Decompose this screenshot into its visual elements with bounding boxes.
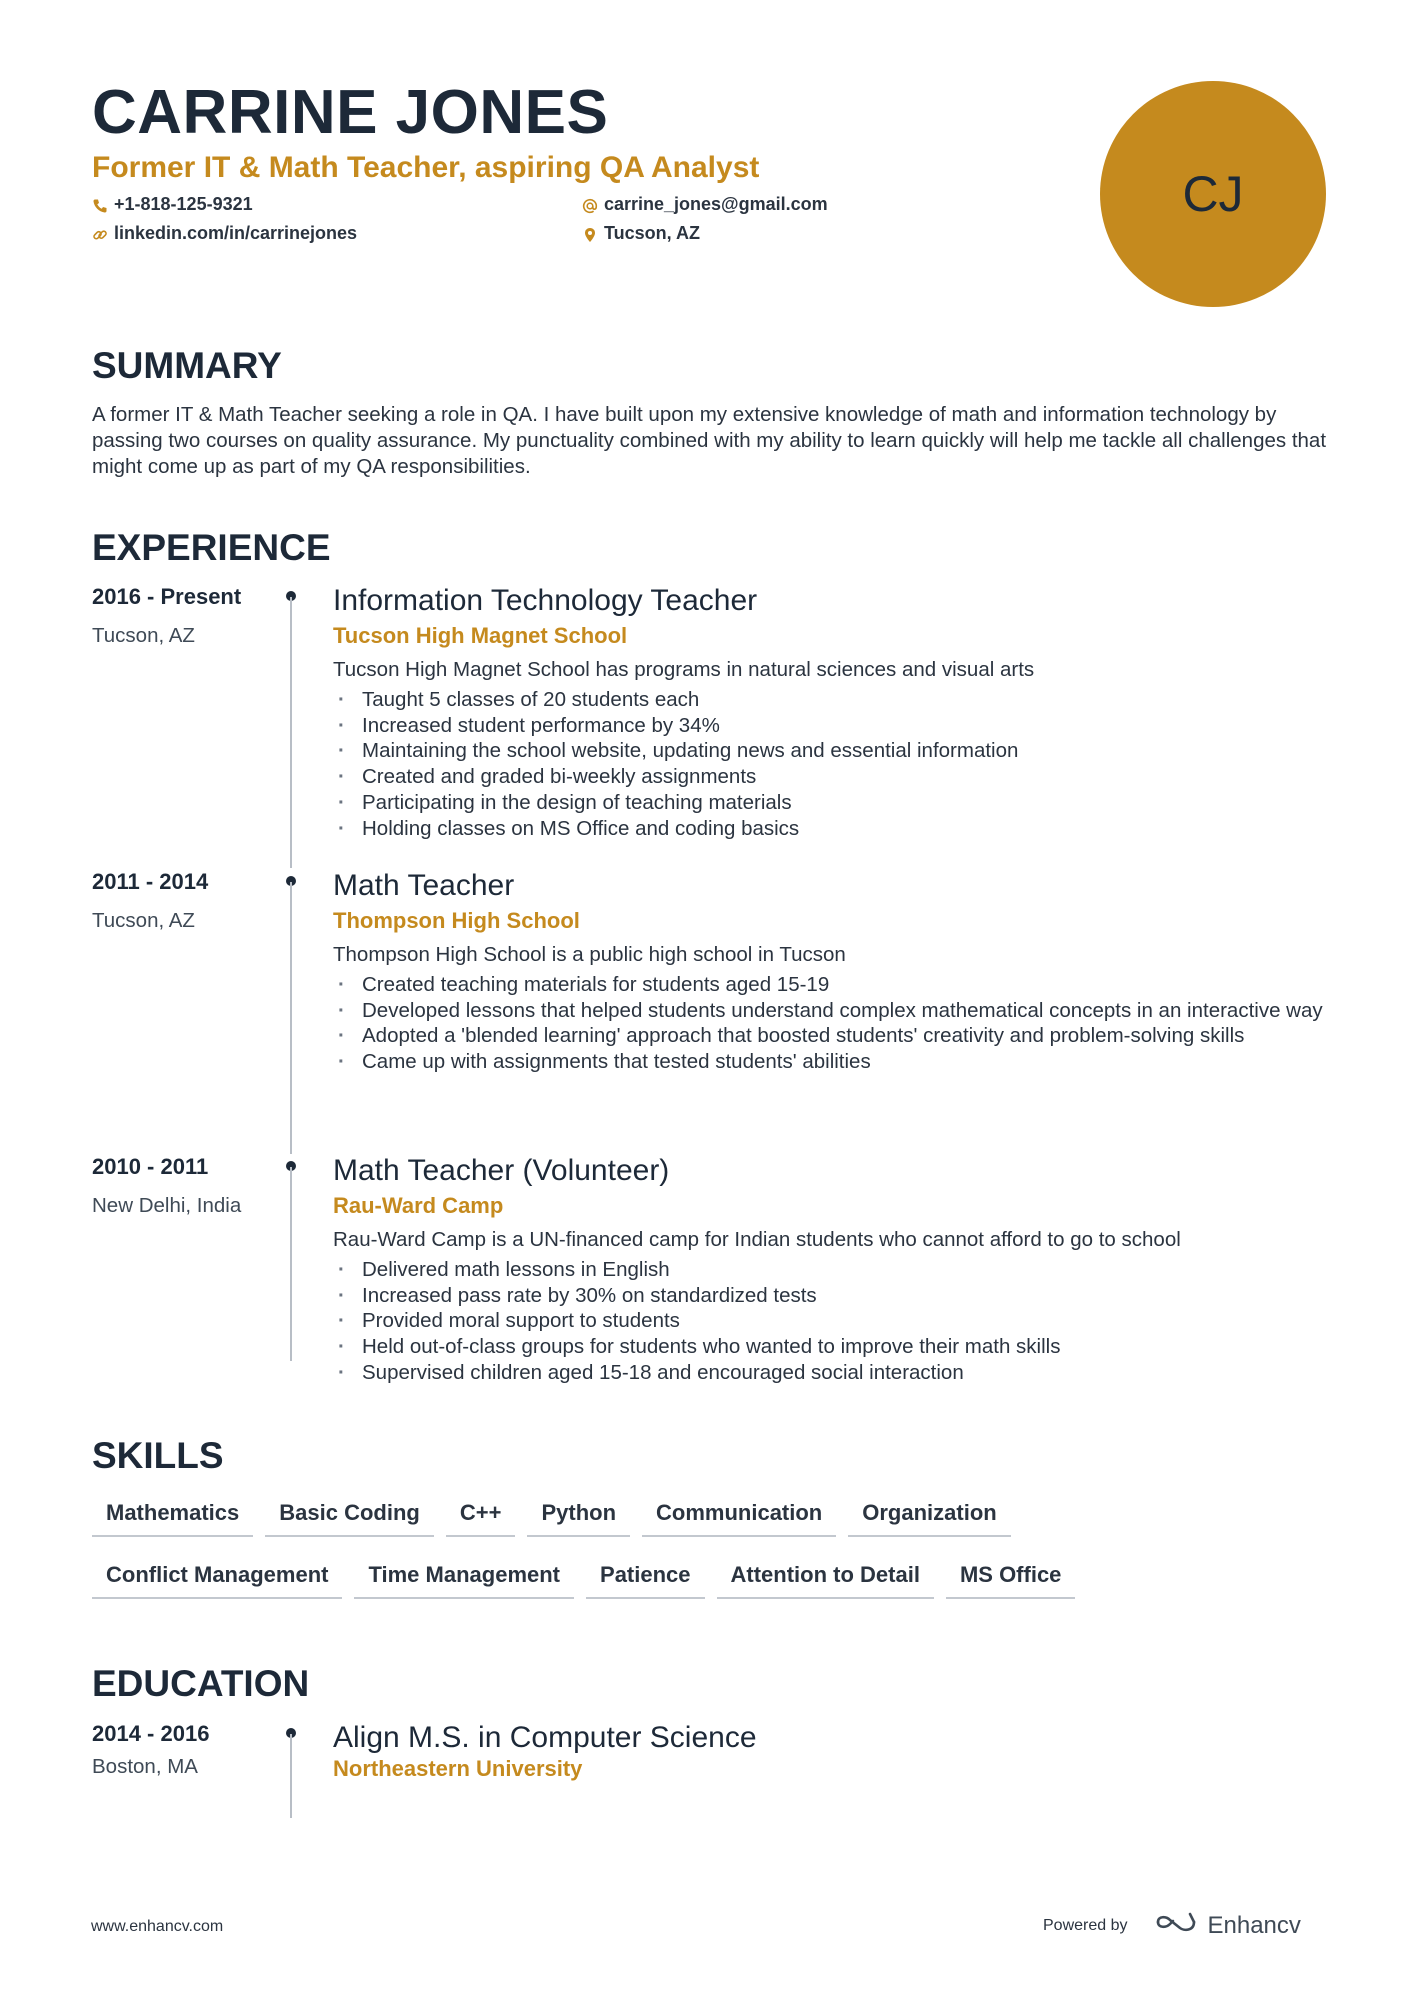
bullet-item: · Came up with assignments that tested students' abilities — [333, 1049, 1333, 1075]
bullet-item: · Maintaining the school website, updating news and essential information — [333, 738, 1333, 764]
contact-email — [582, 192, 828, 216]
entry-role: Information Technology Teacher — [333, 584, 758, 617]
skill-tag: Communication — [642, 1493, 836, 1537]
skill-tag: Conflict Management — [92, 1555, 342, 1599]
bullet-item: · Adopted a 'blended learning' approach that boosted students' creativity and problem-solving skills — [333, 1023, 1333, 1049]
entry-body — [333, 1153, 1333, 1386]
timeline-line — [290, 1734, 292, 1818]
email-text: carrine_jones@gmail.com — [604, 194, 828, 214]
at-sign-icon — [582, 196, 598, 212]
entry-bullets — [333, 687, 1333, 841]
bullet-item: · Taught 5 classes of 20 students each — [333, 687, 1333, 713]
entry-bullets — [333, 1257, 1333, 1386]
skill-tag: Organization — [848, 1493, 1010, 1537]
bullet-item: · Created teaching materials for students aged 15-19 — [333, 972, 1333, 998]
link-icon — [92, 225, 108, 241]
entry-bullets — [333, 972, 1333, 1075]
entry-body — [333, 583, 1333, 841]
brand-logo[interactable] — [1154, 1910, 1301, 1941]
skill-tag: Python — [527, 1493, 630, 1537]
bullet-item: · Developed lessons that helped students understand complex mathematical concepts in an interactive way — [333, 998, 1333, 1024]
entry-location: Tucson, AZ — [92, 624, 195, 647]
timeline-line — [290, 1167, 292, 1361]
entry-description: Tucson High Magnet School has programs in natural sciences and visual arts — [333, 658, 1035, 681]
skill-tag: Basic Coding — [265, 1493, 434, 1537]
education-school: Northeastern University — [333, 1756, 583, 1781]
brand-name: Enhancv — [1207, 1911, 1301, 1939]
education-degree: Align M.S. in Computer Science — [333, 1721, 757, 1754]
contact-linkedin — [92, 221, 357, 245]
entry-role: Math Teacher — [333, 869, 515, 902]
skills-title: SKILLS — [92, 1435, 224, 1476]
footer-website-link[interactable]: www.enhancv.com — [91, 1918, 224, 1935]
summary-title: SUMMARY — [92, 345, 282, 386]
entry-location: Boston, MA — [92, 1755, 198, 1778]
skill-tag: Patience — [586, 1555, 705, 1599]
location-pin-icon — [582, 225, 598, 241]
entry-description: Thompson High School is a public high school in Tucson — [333, 943, 846, 966]
contact-location — [582, 221, 700, 245]
skill-tag: Time Management — [354, 1555, 574, 1599]
bullet-item: · Delivered math lessons in English — [333, 1257, 1333, 1283]
entry-dates: 2010 - 2011 — [92, 1154, 209, 1179]
candidate-name: CARRINE JONES — [92, 78, 609, 147]
timeline-line — [290, 882, 292, 1154]
education-title: EDUCATION — [92, 1663, 310, 1704]
entry-location: New Delhi, India — [92, 1194, 242, 1217]
footer-branding — [1043, 1910, 1301, 1941]
infinity-logo-icon — [1154, 1910, 1200, 1941]
summary-text: A former IT & Math Teacher seeking a role in QA. I have built upon my extensive knowledge of math and information technology by passing two courses on quality assurance. My punctuality combined with my ability to learn quickly will help me tackle all challenges that might come up as part of my QA responsibilities. — [92, 403, 1327, 478]
entry-body — [333, 868, 1333, 1075]
phone-icon — [92, 196, 108, 212]
entry-body — [333, 1720, 1333, 1784]
entry-role: Math Teacher (Volunteer) — [333, 1154, 670, 1187]
linkedin-text: linkedin.com/in/carrinejones — [114, 223, 358, 243]
skill-tag: MS Office — [946, 1555, 1075, 1599]
timeline-line — [290, 597, 292, 868]
skills-row — [92, 1555, 1075, 1599]
entry-dates: 2016 - Present — [92, 584, 242, 609]
powered-by-label: Powered by — [1043, 1916, 1128, 1934]
bullet-item: · Created and graded bi-weekly assignments — [333, 764, 1333, 790]
entry-company: Tucson High Magnet School — [333, 623, 628, 648]
entry-dates: 2011 - 2014 — [92, 869, 209, 894]
entry-company: Rau-Ward Camp — [333, 1193, 504, 1218]
skill-tag: C++ — [446, 1493, 516, 1537]
entry-dates: 2014 - 2016 — [92, 1721, 210, 1746]
location-text: Tucson, AZ — [604, 223, 700, 243]
bullet-item: · Participating in the design of teaching materials — [333, 790, 1333, 816]
entry-location: Tucson, AZ — [92, 909, 195, 932]
skill-tag: Attention to Detail — [717, 1555, 934, 1599]
entry-description: Rau-Ward Camp is a UN-financed camp for Indian students who cannot afford to go to school — [333, 1228, 1181, 1251]
bullet-item: · Holding classes on MS Office and coding basics — [333, 816, 1333, 842]
contact-phone — [92, 192, 253, 216]
avatar-initials: CJ — [1182, 166, 1244, 222]
skill-tag: Mathematics — [92, 1493, 253, 1537]
bullet-item: · Increased pass rate by 30% on standardized tests — [333, 1283, 1333, 1309]
experience-title: EXPERIENCE — [92, 527, 331, 568]
phone-text: +1-818-125-9321 — [114, 194, 253, 214]
entry-company: Thompson High School — [333, 908, 580, 933]
bullet-item: · Provided moral support to students — [333, 1308, 1333, 1334]
bullet-item: · Increased student performance by 34% — [333, 713, 1333, 739]
skills-row — [92, 1493, 1011, 1537]
candidate-headline: Former IT & Math Teacher, aspiring QA Analyst — [92, 151, 760, 184]
bullet-item: · Held out-of-class groups for students who wanted to improve their math skills — [333, 1334, 1333, 1360]
bullet-item: · Supervised children aged 15-18 and encouraged social interaction — [333, 1360, 1333, 1386]
avatar — [1100, 81, 1326, 307]
